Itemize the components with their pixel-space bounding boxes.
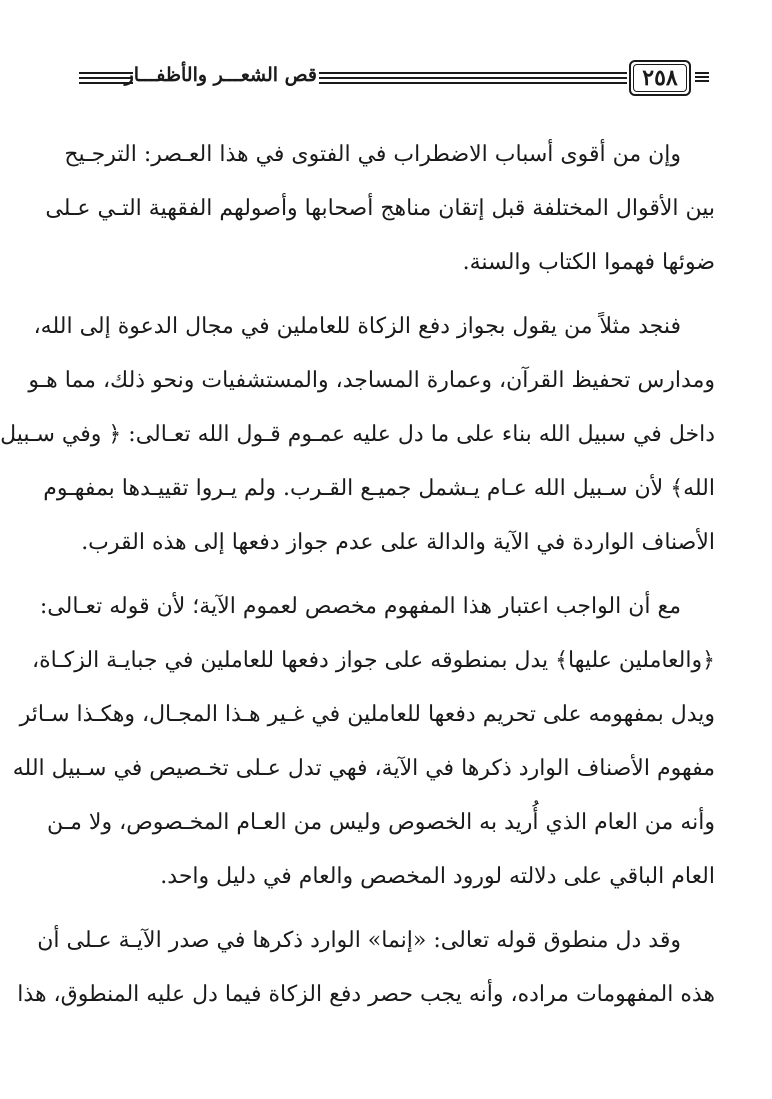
header-rule-left — [79, 72, 133, 84]
paragraph-4 — [17, 914, 715, 1022]
text-line: وقد دل منطوق قوله تعالى: «إنما» الوارد ذكرها في صدر الآيـة عـلى أن — [37, 928, 681, 953]
text-line: داخل في سبيل الله بناء على ما دل عليه عمـوم قـول الله تعـالى: ﴿ وفي سـبيل — [0, 422, 715, 447]
text-line: ضوئها فهموا الكتاب والسنة. — [462, 250, 715, 275]
text-line: بين الأقوال المختلفة قبل إتقان مناهج أصحابها وأصولهم الفقهية التـي عـلى — [45, 196, 715, 221]
paragraph-1 — [45, 128, 715, 290]
text-line: وأنه من العام الذي أُريد به الخصوص وليس من العـام المخـصوص، ولا مـن — [46, 810, 715, 835]
paragraph-3 — [12, 580, 715, 904]
running-header — [79, 58, 711, 102]
running-title: قص الشعـــر والأظفـــار — [124, 64, 317, 86]
text-line: مع أن الواجب اعتبار هذا المفهوم مخصص لعموم الآية؛ لأن قوله تعـالى: — [39, 594, 681, 619]
page-number: ٢٥٨ — [629, 60, 691, 96]
text-line: الله﴾ لأن سـبيل الله عـام يـشمل جميـع القـرب. ولم يـروا تقييـدها بمفهـوم — [43, 476, 715, 501]
header-ornament-right — [693, 68, 711, 86]
page-body — [0, 128, 715, 1022]
header-rule — [319, 72, 627, 84]
text-line: هذه المفهومات مراده، وأنه يجب حصر دفع الزكاة فيما دل عليه المنطوق، هذا — [17, 982, 715, 1007]
paragraph-2 — [0, 300, 715, 570]
text-line: ﴿والعاملين عليها﴾ يدل بمنطوقه على جواز دفعها للعاملين في جبايـة الزكـاة، — [31, 648, 715, 673]
text-line: فنجد مثلاً من يقول بجواز دفع الزكاة للعاملين في مجال الدعوة إلى الله، — [33, 314, 681, 339]
text-line: العام الباقي على دلالته لورود المخصص والعام في دليل واحد. — [160, 864, 715, 889]
text-line: مفهوم الأصناف الوارد ذكرها في الآية، فهي تدل عـلى تخـصيص في سـبيل الله — [12, 756, 715, 781]
text-line: وإن من أقوى أسباب الاضطراب في الفتوى في هذا العـصر: الترجـيح — [64, 142, 681, 167]
text-line: ومدارس تحفيظ القرآن، وعمارة المساجد، والمستشفيات ونحو ذلك، مما هـو — [28, 368, 715, 393]
text-line: الأصناف الواردة في الآية والدالة على عدم جواز دفعها إلى هذه القرب. — [81, 530, 715, 555]
text-line: ويدل بمفهومه على تحريم دفعها للعاملين في غـير هـذا المجـال، وهكـذا سـائر — [19, 702, 715, 727]
